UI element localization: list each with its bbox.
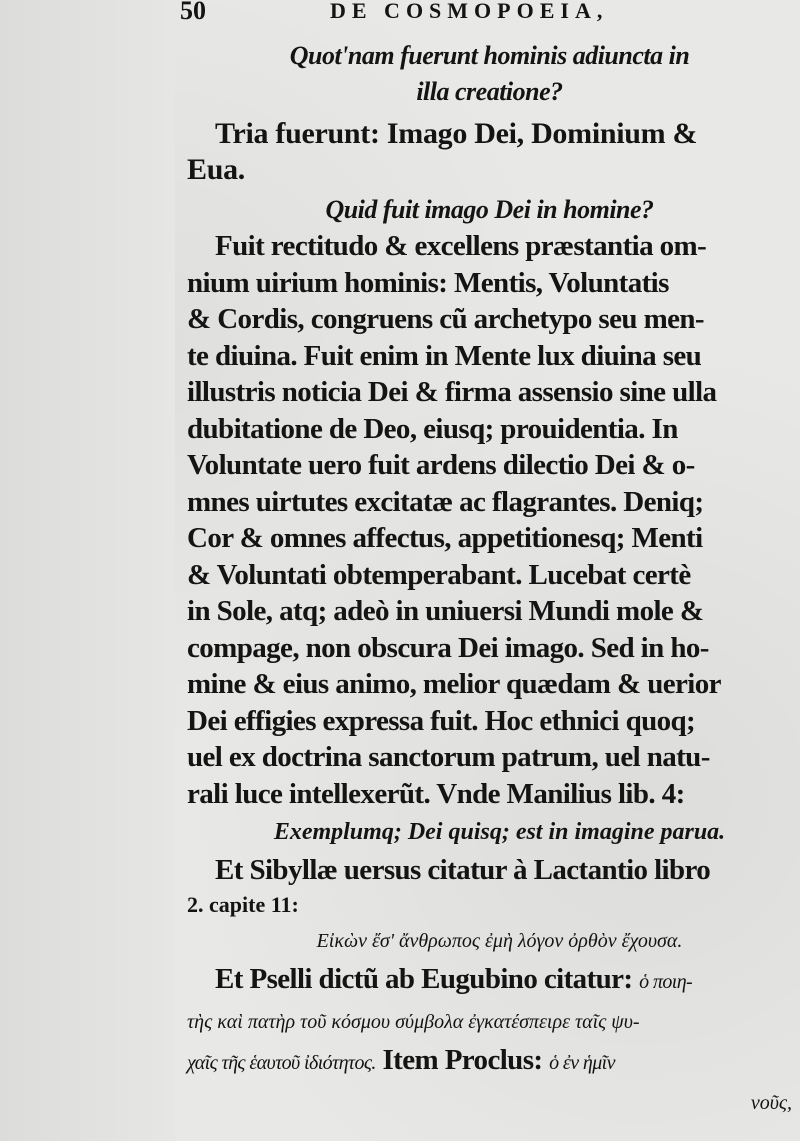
text-line: rali luce intellexerũt. Vnde Manilius lib. 4: — [187, 777, 685, 810]
page-number: 50 — [180, 0, 206, 25]
greek-verse: Εἰκὼν ἔσ' ἄνθρωπος ἐμὴ λόγον ὀρθὸν ἔχουσα. — [316, 929, 683, 952]
text-line: & Voluntati obtemperabant. Lucebat certè — [187, 558, 691, 591]
text-line: Voluntate uero fuit ardens dilectio Dei & o- — [187, 449, 695, 481]
text-line: & Cordis, congruens cũ archetypo seu men- — [187, 303, 704, 335]
running-head: DE COSMOPOEIA, — [330, 0, 609, 23]
main-text — [187, 38, 792, 1123]
text-line: 2. capite 11: — [187, 891, 299, 917]
latin-text: Et Pselli dictũ ab Eugubino citatur: — [215, 962, 633, 995]
psellus-citation — [187, 961, 792, 1123]
text-line: compage, non obscura Dei imago. Sed in ho- — [187, 631, 709, 664]
text-line: Cor & omnes affectus, appetitionesq; Menti — [187, 522, 703, 554]
text-line: Fuit rectitudo & excellens præstantia om- — [215, 230, 707, 262]
text-line: in Sole, atq; adeò in uniuersi Mundi mole & — [187, 595, 704, 627]
question-heading — [187, 38, 792, 110]
page-margin — [0, 0, 175, 1141]
text-line: Dei effigies expressa fuit. Hoc ethnici quoq; — [187, 704, 696, 737]
text-line: nium uirium hominis: Mentis, Voluntatis — [187, 266, 669, 299]
text-line — [187, 961, 792, 1002]
latin-text: Item Proclus: — [382, 1043, 543, 1076]
text-line: Et Sibyllæ uersus citatur à Lactantio libro — [215, 854, 711, 886]
answer-line: Tria fuerunt: Imago Dei, Dominium & — [215, 117, 698, 150]
page-header — [180, 0, 780, 30]
text-line — [187, 1042, 792, 1083]
greek-text: χαῖς τῆς ἑαυτοῦ ἰδιότητος. — [187, 1051, 376, 1074]
text-line: te diuina. Fuit enim in Mente lux diuina seu — [187, 339, 702, 372]
text-line: uel ex doctrina sanctorum patrum, uel natu- — [187, 741, 710, 773]
paragraph — [187, 228, 792, 812]
quoted-verse: Exemplumq; Dei quisq; est in imagine parua. — [273, 819, 726, 845]
greek-line: νοῦς, — [750, 1091, 792, 1114]
sibylla-citation — [187, 852, 792, 921]
question-line: Quot'nam fuerunt hominis adiuncta in — [289, 41, 690, 70]
question-line: Quid fuit imago Dei in homine? — [325, 195, 654, 224]
question-heading — [187, 192, 792, 228]
text-line: illustris noticia Dei & firma assensio sine ulla — [187, 376, 717, 408]
greek-line: τὴς καὶ πατὴρ τοῦ κόσμου σύμβολα ἐγκατέσπειρε ταῖς ψυ- — [187, 1010, 640, 1033]
text-line: mnes uirtutes excitatæ ac flagrantes. Deniq; — [187, 485, 704, 518]
question-line: illa creatione? — [416, 77, 563, 106]
greek-text: ὁ ἐν ἡμῖν — [549, 1051, 615, 1074]
text-line: mine & eius animo, melior quædam & uerior — [187, 668, 721, 700]
answer — [187, 116, 792, 188]
answer-line: Eua. — [187, 153, 245, 186]
text-line: dubitatione de Deo, eiusq; prouidentia. In — [187, 412, 678, 445]
greek-text: ὁ ποιη- — [639, 970, 693, 993]
